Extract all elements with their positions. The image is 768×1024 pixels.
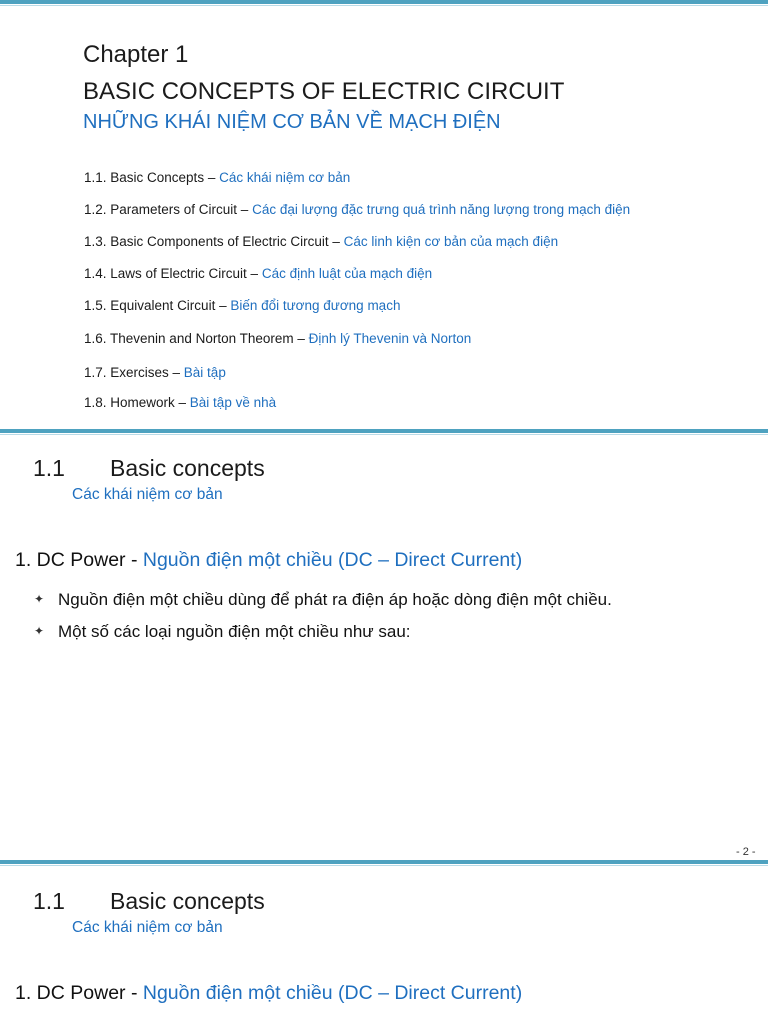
toc-item-1-6[interactable]	[84, 331, 471, 346]
slide-separator-2	[0, 860, 768, 864]
toc-item-1-5[interactable]	[84, 298, 400, 313]
chapter-title: BASIC CONCEPTS OF ELECTRIC CIRCUIT	[83, 78, 565, 105]
section-number: 1.1	[33, 888, 65, 914]
chapter-label: Chapter 1	[83, 41, 189, 68]
chapter-subtitle-vi: NHỮNG KHÁI NIỆM CƠ BẢN VỀ MẠCH ĐIỆN	[83, 111, 501, 133]
section-title: Basic concepts	[110, 455, 265, 481]
bullet-item-1	[34, 590, 612, 610]
dc-power-heading-en: 1. DC Power -	[15, 549, 143, 571]
four-point-star-icon: ✦	[34, 624, 45, 638]
section-title: Basic concepts	[110, 888, 265, 914]
bullet-item-2	[34, 622, 411, 642]
dc-power-heading-vi: Nguồn điện một chiều (DC – Direct Current)	[142, 982, 523, 1004]
toc-item-1-8[interactable]	[84, 395, 276, 410]
toc-item-en: 1.3. Basic Components of Electric Circuit –	[84, 234, 344, 249]
dc-power-heading	[15, 549, 522, 572]
toc-item-1-3[interactable]	[84, 234, 558, 249]
toc-item-vi: Các đại lượng đặc trưng quá trình năng lượng trong mạch điện	[252, 202, 631, 217]
toc-item-vi: Định lý Thevenin và Norton	[308, 331, 472, 346]
slide-separator-1	[0, 429, 768, 433]
toc-item-1-1[interactable]	[84, 170, 350, 185]
toc-item-vi: Bài tập về nhà	[189, 395, 277, 410]
toc-item-vi: Các khái niệm cơ bản	[219, 170, 351, 185]
toc-item-vi: Các linh kiện cơ bản của mạch điện	[343, 234, 559, 249]
toc-item-vi: Biến đổi tương đương mạch	[230, 298, 401, 313]
bullet-text: Nguồn điện một chiều dùng để phát ra điện áp hoặc dòng điện một chiều.	[58, 590, 612, 609]
section-subtitle-vi: Các khái niệm cơ bản	[72, 486, 223, 503]
toc-item-1-7[interactable]	[84, 365, 226, 380]
toc-item-en: 1.7. Exercises –	[84, 365, 184, 380]
bullet-text: Một số các loại nguồn điện một chiều như sau:	[58, 622, 411, 641]
toc-item-1-2[interactable]	[84, 202, 630, 217]
toc-item-vi: Các định luật của mạch điện	[261, 266, 433, 281]
toc-item-en: 1.2. Parameters of Circuit –	[84, 202, 253, 217]
toc-item-en: 1.5. Equivalent Circuit –	[84, 298, 231, 313]
toc-item-en: 1.8. Homework –	[84, 395, 190, 410]
toc-item-en: 1.6. Thevenin and Norton Theorem –	[84, 331, 309, 346]
dc-power-heading	[15, 982, 522, 1005]
section-number: 1.1	[33, 455, 65, 481]
four-point-star-icon: ✦	[34, 592, 45, 606]
page-number: - 2 -	[736, 846, 756, 858]
toc-item-vi: Bài tập	[183, 365, 226, 380]
toc-item-en: 1.4. Laws of Electric Circuit –	[84, 266, 262, 281]
section-subtitle-vi: Các khái niệm cơ bản	[72, 919, 223, 936]
toc-item-1-4[interactable]	[84, 266, 432, 281]
toc-item-en: 1.1. Basic Concepts –	[84, 170, 220, 185]
slide-separator-top	[0, 0, 768, 4]
dc-power-heading-vi: Nguồn điện một chiều (DC – Direct Current)	[142, 549, 523, 571]
dc-power-heading-en: 1. DC Power -	[15, 982, 143, 1004]
